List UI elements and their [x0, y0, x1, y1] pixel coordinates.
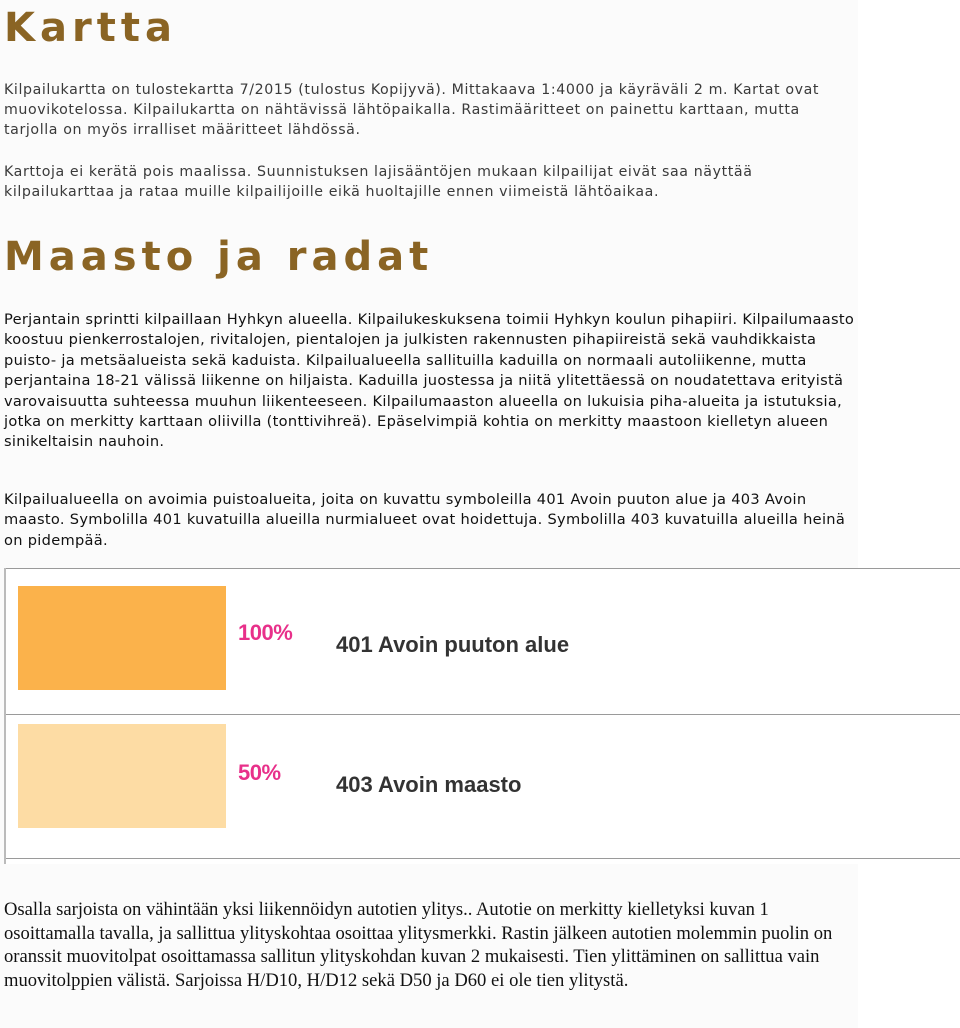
- paragraph-kartta-1: Kilpailukartta on tulostekartta 7/2015 (tulostus Kopijyvä). Mittakaava 1:4000 ja käyräväli 2 m. Kartat ovat muovikotelossa. Kilpailukartta on nähtävissä lähtöpaikalla. Rastimääritteet on painettu karttaan, mutta tarjolla on myös irralliset määritteet lähdössä.: [4, 82, 820, 138]
- legend-percent-401: 100%: [238, 620, 293, 645]
- legend-label-403: 403 Avoin maasto: [336, 772, 522, 797]
- legend-swatch-401: [18, 586, 226, 690]
- legend-figure: [4, 568, 960, 864]
- legend-row-401: [6, 568, 960, 716]
- legend-label-401: 401 Avoin puuton alue: [336, 632, 570, 657]
- paragraph-ylitys: Osalla sarjoista on vähintään yksi liikennöidyn autotien ylitys.. Autotie on merkitty kielletyksi kuvan 1 osoittamalla tavalla, ja sallittua ylityskohtaa osoittaa ylitysmerkki. Rastin jälkeen autotien molemmin puolin on oranssit muovitolpat osoittamassa sallitun ylityskohdan kuvan 2 mukaisesti. Tien ylittäminen on sallittua vain muovitolppien välistä. Sarjoissa H/D10, H/D12 sekä D50 ja D60 ei ole tien ylitystä.: [4, 899, 833, 991]
- paragraph-maasto-1: Perjantain sprintti kilpaillaan Hyhkyn alueella. Kilpailukeskuksena toimii Hyhkyn koulun pihapiiri. Kilpailumaasto koostuu pienkerrostalojen, rivitalojen, pientalojen ja julkisten rakennusten pihapiireistä sekä vauhdikkaista puisto- ja metsäalueista sekä kaduista. Kilpailualueella sallituilla kaduilla on normaali autoliikenne, mutta perjantaina 18-21 välissä liikenne on hiljaista. Kaduilla juostessa ja niitä ylitettäessä on noudatettava erityistä varovaisuutta suhteessa muuhun liikenteeseen. Kilpailumaaston alueella on lukuisia piha-alueita ja istutuksia, jotka on merkitty karttaan oliivilla (tonttivihreä). Epäselvimpiä kohtia on merkitty maastoon kielletyn alueen sinikeltaisin nauhoin.: [4, 311, 855, 451]
- legend-row-403: [6, 716, 960, 864]
- paragraph-kartta-2: Karttoja ei kerätä pois maalissa. Suunnistuksen lajisääntöjen mukaan kilpailijat eivät saa näyttää kilpailukarttaa ja rataa muille kilpailijoille eikä huoltajille ennen viimeistä lähtöaikaa.: [4, 164, 753, 200]
- legend-divider-bottom: [6, 858, 960, 859]
- heading-maasto-ja-radat: Maasto ja radat: [4, 234, 434, 280]
- legend-swatch-403: [18, 724, 226, 828]
- legend-percent-403: 50%: [238, 760, 281, 785]
- legend-divider-middle: [6, 714, 960, 715]
- paragraph-maasto-2: Kilpailualueella on avoimia puistoalueita, joita on kuvattu symboleilla 401 Avoin puuton alue ja 403 Avoin maasto. Symbolilla 401 kuvatuilla alueilla nurmialueet ovat hoidettuja. Symbolilla 403 kuvatuilla alueilla heinä on pidempää.: [4, 491, 846, 549]
- heading-kartta: Kartta: [4, 5, 177, 51]
